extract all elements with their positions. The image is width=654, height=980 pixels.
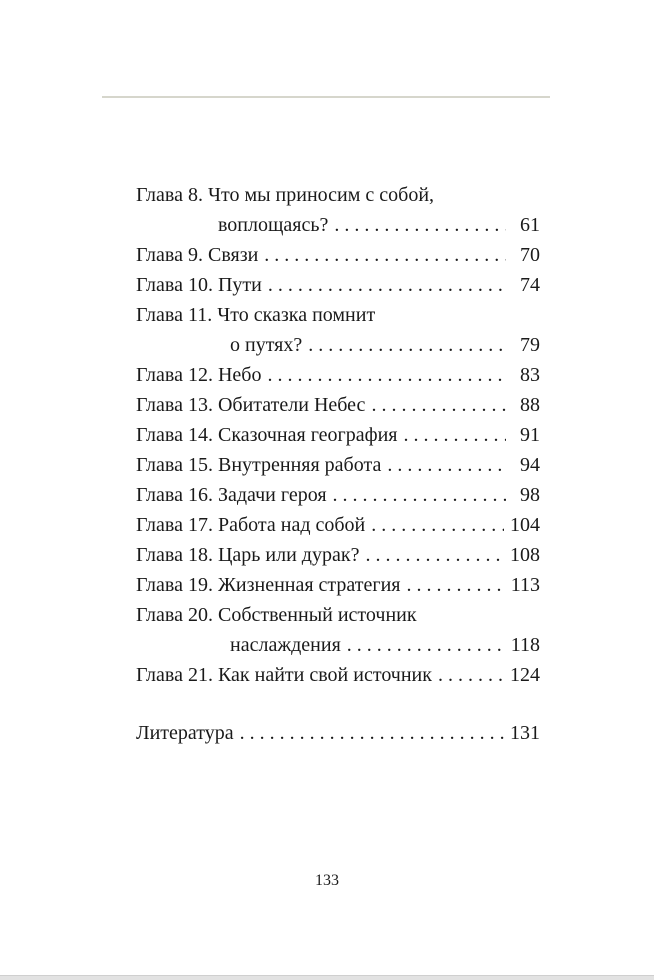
leader-dots	[407, 570, 505, 600]
toc-entry-title: Глава 19. Жизненная стратегия	[136, 574, 401, 596]
toc-page-number: 88	[520, 394, 540, 416]
toc-entry-title-line2: наслаждения	[230, 634, 341, 656]
toc-page-number: 108	[510, 544, 540, 566]
toc-page-number: 124	[510, 664, 540, 686]
toc-entry-title: Глава 12. Небо	[136, 364, 262, 386]
toc-entry-title-line1: Глава 11. Что сказка помнит	[136, 304, 376, 326]
leader-dots	[347, 630, 505, 660]
toc-entry-title: Глава 9. Связи	[136, 244, 259, 266]
toc-page-number: 70	[520, 244, 540, 266]
toc-entry-title-line1: Глава 20. Собственный источник	[136, 604, 417, 626]
toc-page-number: 113	[510, 574, 540, 596]
leader-dots	[403, 420, 506, 450]
toc-page-number: 98	[520, 484, 540, 506]
toc-entry-title: Литература	[136, 722, 234, 744]
leader-dots	[371, 390, 506, 420]
toc-entry-chapter-12	[136, 360, 540, 390]
toc-entry-chapter-18	[136, 540, 540, 570]
toc-page-number: 104	[510, 514, 540, 536]
toc-entry-chapter-17	[136, 510, 540, 540]
leader-dots	[387, 450, 506, 480]
toc-entry-title-line2: о путях?	[230, 334, 303, 356]
toc-entry-title: Глава 16. Задачи героя	[136, 484, 327, 506]
toc-page-number: 79	[520, 334, 540, 356]
toc-page-number: 118	[510, 634, 540, 656]
leader-dots	[268, 270, 506, 300]
leader-dots	[308, 330, 506, 360]
toc-entry-title: Глава 21. Как найти свой источник	[136, 664, 432, 686]
toc-entry-chapter-21	[136, 660, 540, 690]
leader-dots	[438, 660, 504, 690]
leader-dots	[365, 540, 504, 570]
toc-entry-title: Глава 17. Работа над собой	[136, 514, 366, 536]
toc-entry-chapter-14	[136, 420, 540, 450]
toc-page-number: 83	[520, 364, 540, 386]
toc-page-number: 94	[520, 454, 540, 476]
toc-page-number: 91	[520, 424, 540, 446]
toc-entry-chapter-8	[136, 180, 540, 240]
table-of-contents	[136, 180, 540, 748]
toc-entry-chapter-15	[136, 450, 540, 480]
toc-entry-title-line2: воплощаясь?	[218, 214, 329, 236]
leader-dots	[371, 510, 504, 540]
page-bottom-edge	[0, 975, 654, 980]
toc-entry-title: Глава 15. Внутренняя работа	[136, 454, 382, 476]
toc-entry-chapter-20	[136, 600, 540, 660]
toc-page-number: 61	[520, 214, 540, 236]
toc-entry-chapter-19	[136, 570, 540, 600]
toc-entry-title: Глава 18. Царь или дурак?	[136, 544, 360, 566]
toc-entry-chapter-16	[136, 480, 540, 510]
toc-entry-chapter-9	[136, 240, 540, 270]
toc-entry-title: Глава 13. Обитатели Небес	[136, 394, 366, 416]
toc-entry-chapter-11	[136, 300, 540, 360]
toc-entry-literature	[136, 718, 540, 748]
toc-entry-title: Глава 10. Пути	[136, 274, 262, 296]
page-number-folio: 133	[315, 872, 339, 889]
leader-dots	[264, 240, 506, 270]
toc-entry-title: Глава 14. Сказочная география	[136, 424, 398, 446]
leader-dots	[333, 480, 506, 510]
toc-entry-chapter-10	[136, 270, 540, 300]
toc-entry-title-line1: Глава 8. Что мы приносим с собой,	[136, 184, 435, 206]
leader-dots	[240, 718, 504, 748]
leader-dots	[334, 210, 506, 240]
header-rule	[102, 96, 550, 98]
toc-page-number: 74	[520, 274, 540, 296]
toc-entry-chapter-13	[136, 390, 540, 420]
leader-dots	[267, 360, 506, 390]
toc-page-number: 131	[510, 722, 540, 744]
